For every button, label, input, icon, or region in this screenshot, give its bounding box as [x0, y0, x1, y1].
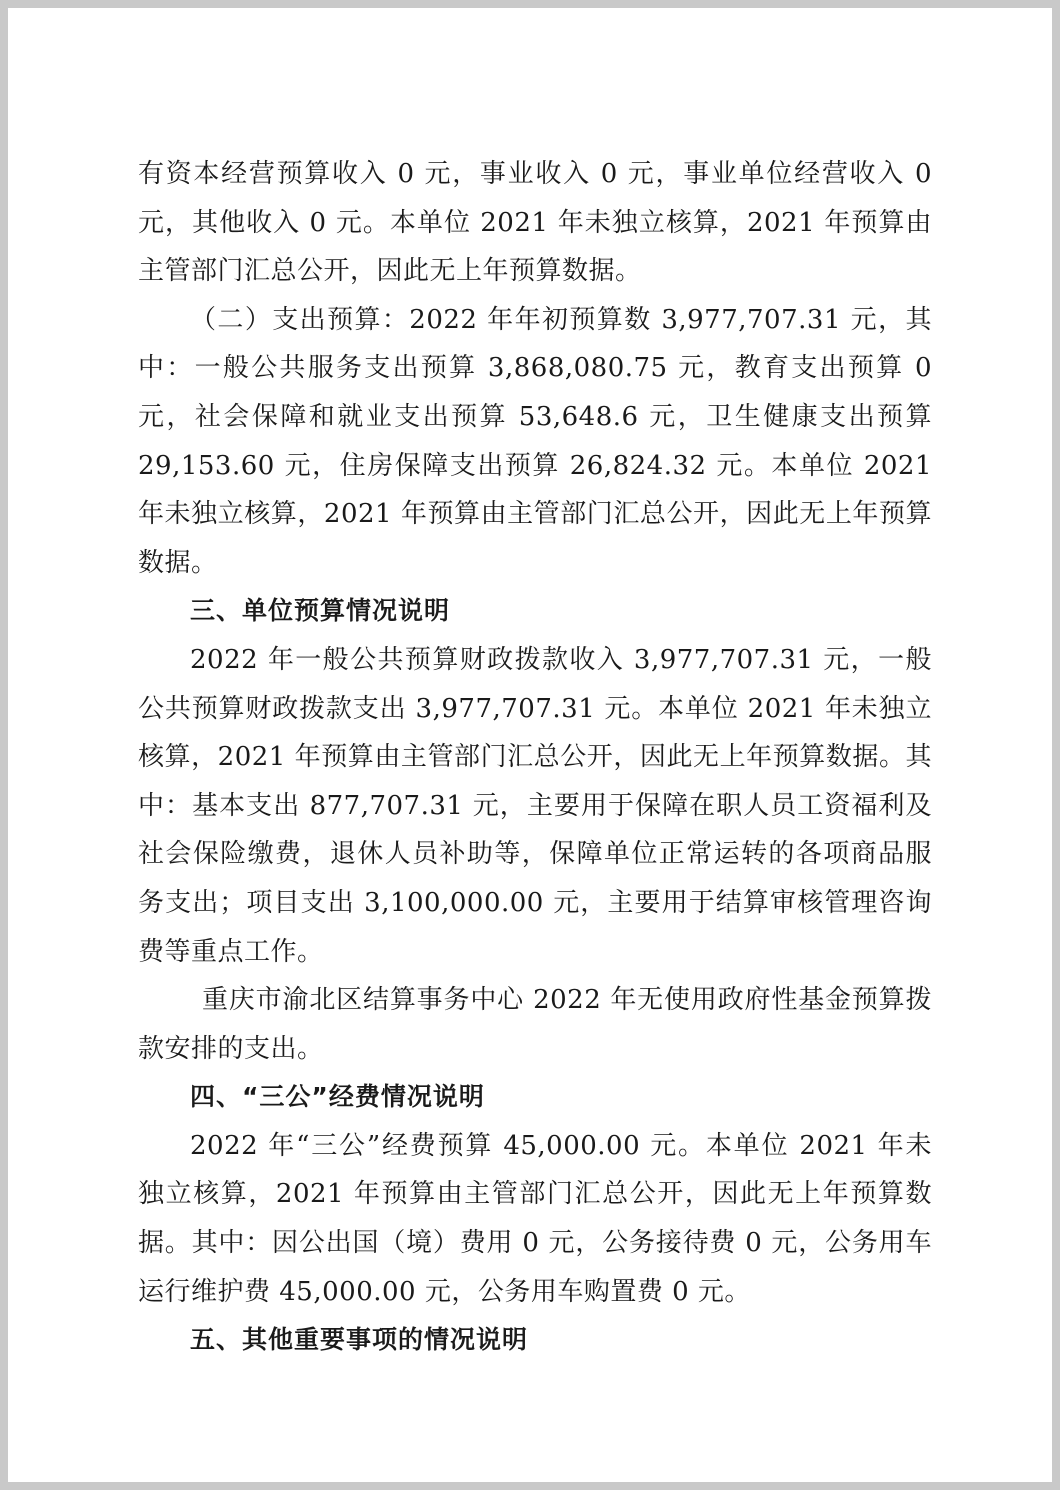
paragraph-government-fund: 重庆市渝北区结算事务中心 2022 年无使用政府性基金预算拨款安排的支出。: [138, 985, 932, 1064]
document-page: [8, 8, 1052, 1482]
section-heading-5: 五、其他重要事项的情况说明: [190, 1325, 529, 1355]
paragraph-three-public-expenses: 2022 年“三公”经费预算 45,000.00 元。本单位 2021 年未独立核算，2021 年预算由主管部门汇总公开，因此无上年预算数据。其中：因公出国（境）费用 0 元，公务接待费 0 元，公务用车运行维护费 45,000.00 元，公务用车购置费 0 元。: [138, 1130, 932, 1307]
section-heading-3: 三、单位预算情况说明: [190, 596, 451, 626]
paragraph-income-continued: 有资本经营预算收入 0 元，事业收入 0 元，事业单位经营收入 0 元，其他收入 0 元。本单位 2021 年未独立核算，2021 年预算由主管部门汇总公开，因此无上年预算数据。: [138, 159, 932, 287]
paragraph-unit-budget: 2022 年一般公共预算财政拨款收入 3,977,707.31 元，一般公共预算财政拨款支出 3,977,707.31 元。本单位 2021 年未独立核算，2021 年预算由主管部门汇总公开，因此无上年预算数据。其中：基本支出 877,707.31 元，主要用于保障在职人员工资福利及社会保险缴费，退休人员补助等，保障单位正常运转的各项商品服务支出；项目支出 3,100,000.00 元，主要用于结算审核管理咨询费等重点工作。: [138, 644, 932, 967]
document-body: [138, 150, 932, 1365]
section-heading-4: 四、“三公”经费情况说明: [190, 1082, 485, 1112]
paragraph-expenditure-budget: （二）支出预算：2022 年年初预算数 3,977,707.31 元，其中：一般公共服务支出预算 3,868,080.75 元，教育支出预算 0 元，社会保障和就业支出预算 53,648.6 元，卫生健康支出预算 29,153.60 元，住房保障支出预算 26,824.32 元。本单位 2021 年未独立核算，2021 年预算由主管部门汇总公开，因此无上年预算数据。: [138, 304, 932, 578]
